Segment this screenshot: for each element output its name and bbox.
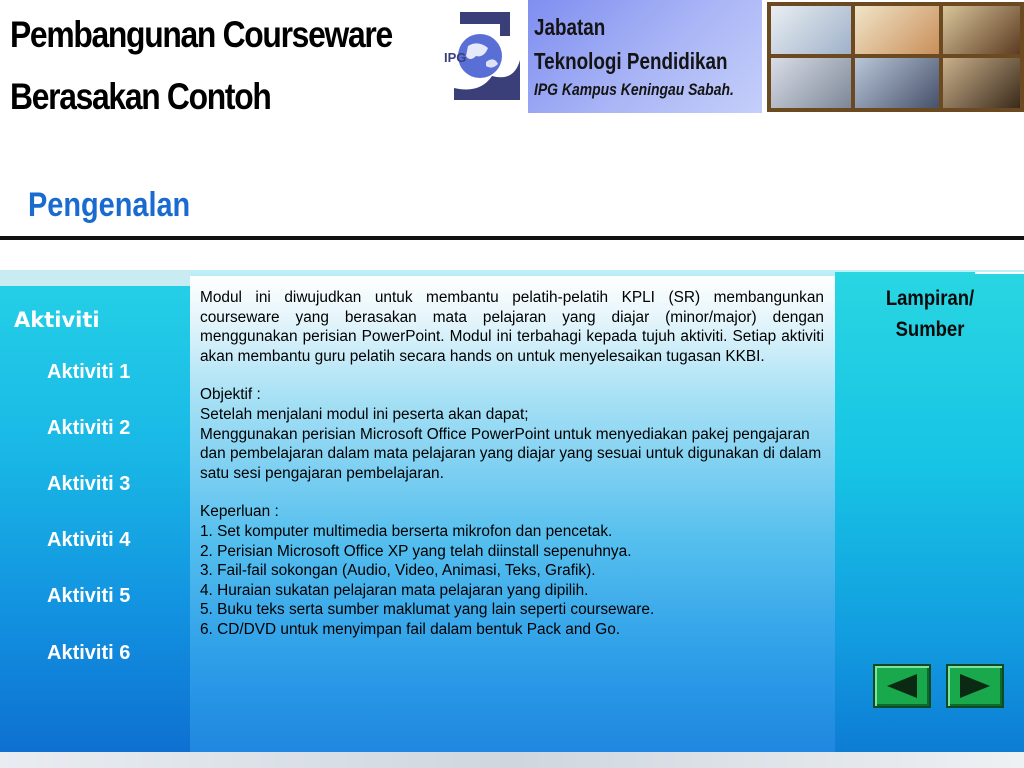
sidebar-item-aktiviti-6[interactable]: Aktiviti 6 (47, 642, 131, 664)
department-line-2: Teknologi Pendidikan (534, 48, 728, 74)
keperluan-item: 1. Set komputer multimedia berserta mikrofon dan pencetak. (200, 522, 613, 540)
collage-photo-hands (943, 58, 1020, 108)
ipg-logo (440, 4, 524, 110)
department-banner (528, 0, 762, 113)
sidebar-top-strip (0, 270, 190, 286)
keperluan-item: 5. Buku teks serta sumber maklumat yang lain seperti courseware. (200, 601, 655, 619)
department-line-1: Jabatan (534, 14, 606, 40)
sidebar-item-aktiviti-1[interactable]: Aktiviti 1 (47, 361, 131, 383)
keperluan-item: 6. CD/DVD untuk menyimpan fail dalam bentuk Pack and Go. (200, 620, 621, 638)
next-button[interactable] (946, 664, 1004, 708)
sidebar-heading: Aktiviti (14, 308, 100, 332)
svg-text:IPG: IPG (444, 50, 467, 65)
technology-photo-collage (767, 2, 1024, 112)
collage-photo-child (855, 6, 939, 54)
objektif-lead: Setelah menjalani modul ini peserta akan dapat; (200, 405, 529, 423)
page-title-line-2: Berasakan Contoh (10, 76, 271, 117)
sumber-label: Sumber (895, 318, 965, 341)
page-title-line-1: Pembangunan Courseware (10, 14, 392, 55)
intro-paragraph: Modul ini diwujudkan untuk membantu pelatih-pelatih KPLI (SR) membangunkan courseware yang berasakan mata pelajaran yang diajar (minor/major) dengan menggunakan perisian PowerPoint. Modul ini terbahagi kepada tujuh aktiviti. Setiap aktiviti akan membantu guru pelatih secara hands on untuk menyelesaikan tugasan KKBI. (200, 289, 824, 365)
objektif-paragraph: Menggunakan perisian Microsoft Office PowerPoint untuk menyediakan pakej pengajaran dan pembelajaran dalam mata pelajaran yang diajar yang sesuai untuk digunakan di dalam satu sesi pengajaran pembelajaran. (200, 425, 822, 482)
department-line-3: IPG Kampus Keningau Sabah. (534, 80, 734, 99)
lampiran-sumber-link[interactable] (860, 283, 1001, 345)
section-title: Pengenalan (28, 186, 191, 224)
keperluan-heading: Keperluan : (200, 503, 279, 521)
introduction-text (200, 288, 824, 640)
sidebar-item-aktiviti-4[interactable]: Aktiviti 4 (47, 529, 131, 551)
sidebar-item-aktiviti-2[interactable]: Aktiviti 2 (47, 417, 131, 439)
objektif-heading: Objektif : (200, 386, 261, 404)
keperluan-item: 3. Fail-fail sokongan (Audio, Video, Animasi, Teks, Grafik). (200, 562, 596, 580)
header-divider (0, 236, 1024, 240)
right-arrow-icon (956, 672, 994, 700)
collage-photo-pda (855, 58, 939, 108)
keperluan-item: 2. Perisian Microsoft Office XP yang telah diinstall sepenuhnya. (200, 542, 632, 560)
collage-photo-student (771, 6, 851, 54)
bottom-bar (0, 752, 1024, 768)
sidebar-item-aktiviti-5[interactable]: Aktiviti 5 (47, 585, 131, 607)
previous-button[interactable] (873, 664, 931, 708)
collage-photo-keyboard (771, 58, 851, 108)
collage-photo-disc (943, 6, 1020, 54)
resources-top-edge (975, 272, 1024, 274)
activity-sidebar (0, 286, 190, 756)
sidebar-item-aktiviti-3[interactable]: Aktiviti 3 (47, 473, 131, 495)
lampiran-label: Lampiran/ (885, 287, 975, 310)
keperluan-item: 4. Huraian sukatan pelajaran mata pelajaran yang dipilih. (200, 581, 589, 599)
left-arrow-icon (883, 672, 921, 700)
